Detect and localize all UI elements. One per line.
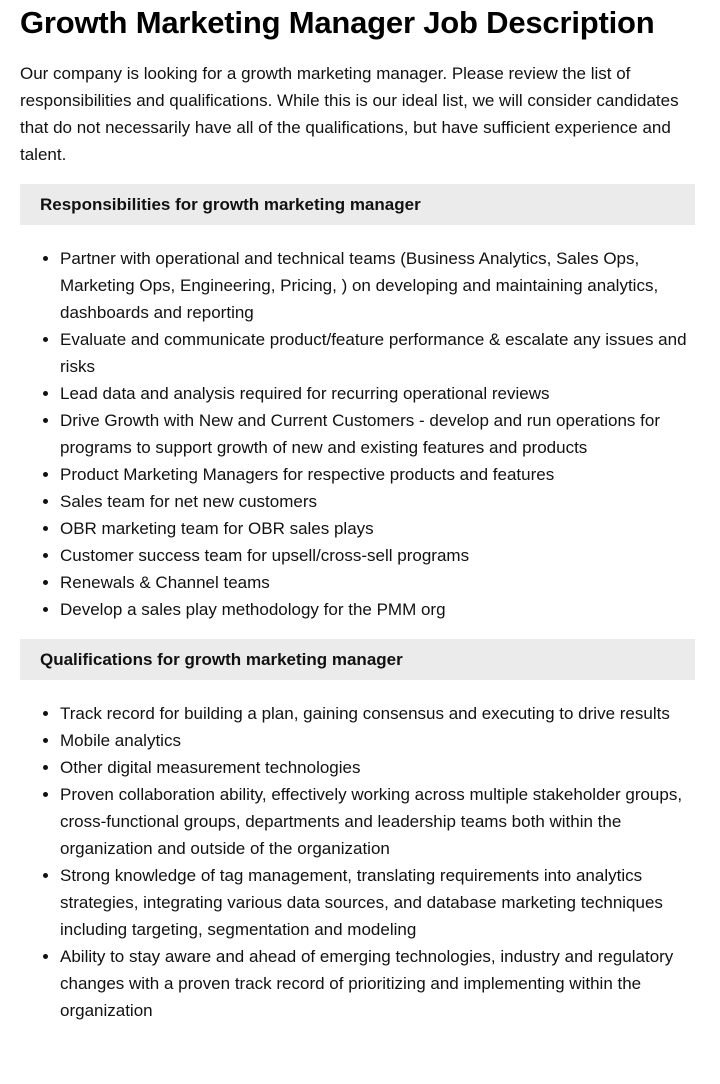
list-item: • Lead data and analysis required for recurring operational reviews bbox=[60, 380, 695, 407]
list-item: • Evaluate and communicate product/feature performance & escalate any issues and risks bbox=[60, 326, 695, 380]
list-item: • Ability to stay aware and ahead of emerging technologies, industry and regulatory changes with a proven track record of prioritizing and implementing within the organization bbox=[60, 943, 695, 1024]
list-item: • Drive Growth with New and Current Customers - develop and run operations for programs to support growth of new and existing features and products bbox=[60, 407, 695, 461]
list-item: • Proven collaboration ability, effectively working across multiple stakeholder groups, cross-functional groups, departments and leadership teams both within the organization and outside of the organization bbox=[60, 781, 695, 862]
list-item: • Mobile analytics bbox=[60, 727, 695, 754]
page-title: Growth Marketing Manager Job Description bbox=[20, 5, 655, 40]
list-item: • Partner with operational and technical teams (Business Analytics, Sales Ops, Marketing Ops, Engineering, Pricing, ) on developing and maintaining analytics, dashboards and reporting bbox=[60, 245, 695, 326]
list-item: • Product Marketing Managers for respective products and features bbox=[60, 461, 695, 488]
responsibilities-heading: Responsibilities for growth marketing manager bbox=[20, 184, 695, 225]
intro-paragraph: Our company is looking for a growth marketing manager. Please review the list of responsibilities and qualifications. While this is our ideal list, we will consider candidates that do not necessarily have all of the qualifications, but have sufficient experience and talent. bbox=[20, 64, 679, 164]
qualifications-list bbox=[20, 700, 695, 1024]
list-item: • OBR marketing team for OBR sales plays bbox=[60, 515, 695, 542]
list-item: • Renewals & Channel teams bbox=[60, 569, 695, 596]
list-item: • Develop a sales play methodology for the PMM org bbox=[60, 596, 695, 623]
qualifications-heading: Qualifications for growth marketing manager bbox=[20, 639, 695, 680]
list-item: • Customer success team for upsell/cross-sell programs bbox=[60, 542, 695, 569]
list-item: • Other digital measurement technologies bbox=[60, 754, 695, 781]
list-item: • Strong knowledge of tag management, translating requirements into analytics strategies, integrating various data sources, and database marketing techniques including targeting, segmentation and modeling bbox=[60, 862, 695, 943]
list-item: • Track record for building a plan, gaining consensus and executing to drive results bbox=[60, 700, 695, 727]
list-item: • Sales team for net new customers bbox=[60, 488, 695, 515]
responsibilities-list bbox=[20, 245, 695, 623]
